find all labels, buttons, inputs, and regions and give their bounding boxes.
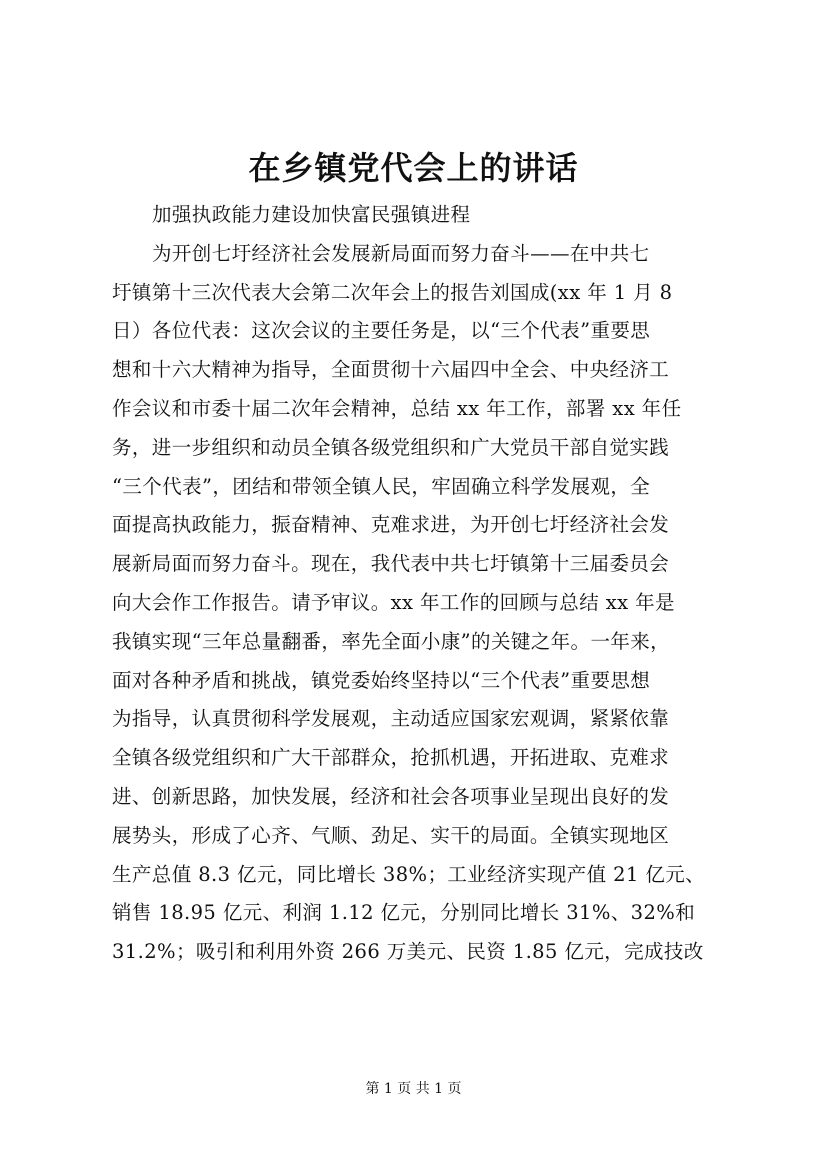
body-line: 展新局面而努力奋斗。现在，我代表中共七圩镇第十三届委员会 xyxy=(112,552,670,576)
body-line: 为开创七圩经济社会发展新局面而努力奋斗——在中共七 xyxy=(152,241,650,265)
body-line: 我镇实现“三年总量翻番，率先全面小康”的关键之年。一年来， xyxy=(112,629,671,653)
document-body xyxy=(112,196,722,972)
body-line: 面对各种矛盾和挑战，镇党委始终坚持以“三个代表”重要思想 xyxy=(112,668,651,692)
body-line: 圩镇第十三次代表大会第二次年会上的报告刘国成(xx 年 1 月 8 xyxy=(112,280,673,304)
subtitle-line: 加强执政能力建设加快富民强镇进程 xyxy=(152,203,471,226)
body-line: 进、创新思路，加快发展，经济和社会各项事业呈现出良好的发 xyxy=(112,784,670,808)
body-line: 日）各位代表：这次会议的主要任务是，以“三个代表”重要思 xyxy=(112,319,651,343)
body-line: 展势头，形成了心齐、气顺、劲足、实干的局面。全镇实现地区 xyxy=(112,823,670,847)
body-line: 销售 18.95 亿元、利润 1.12 亿元，分别同比增长 31%、32%和 xyxy=(112,901,696,925)
body-line: 务，进一步组织和动员全镇各级党组织和广大党员干部自觉实践 xyxy=(112,435,670,459)
body-line: 生产总值 8.3 亿元，同比增长 38%；工业经济实现产值 21 亿元、 xyxy=(112,862,706,886)
page-footer: 第 1 页 共 1 页 xyxy=(365,1081,462,1097)
body-line: 向大会作工作报告。请予审议。xx 年工作的回顾与总结 xx 年是 xyxy=(112,590,675,614)
body-line: 想和十六大精神为指导，全面贯彻十六届四中全会、中央经济工 xyxy=(112,358,670,382)
body-line: 全镇各级党组织和广大干部群众，抢抓机遇，开拓进取、克难求 xyxy=(112,746,670,770)
body-line: 面提高执政能力，振奋精神、克难求进，为开创七圩经济社会发 xyxy=(112,513,670,537)
body-line: “三个代表”，团结和带领全镇人民，牢固确立科学发展观，全 xyxy=(112,474,651,498)
document-title: 在乡镇党代会上的讲话 xyxy=(248,149,579,187)
body-line: 作会议和市委十届二次年会精神，总结 xx 年工作，部署 xx 年任 xyxy=(112,396,682,420)
body-line: 31.2%；吸引和利用外资 266 万美元、民资 1.85 亿元，完成技改 xyxy=(112,940,704,964)
body-line: 为指导，认真贯彻科学发展观，主动适应国家宏观调，紧紧依靠 xyxy=(112,707,670,731)
